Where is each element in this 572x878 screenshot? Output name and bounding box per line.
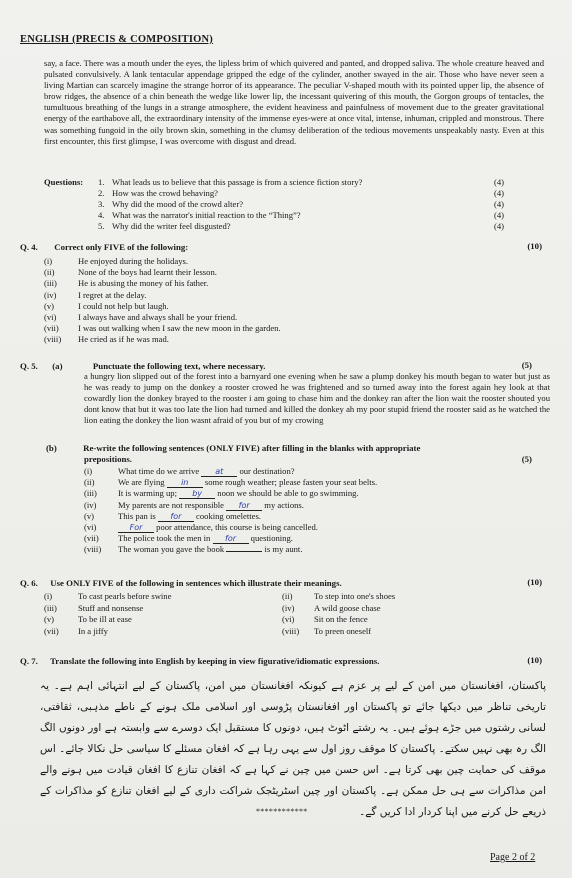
question-row [44,199,544,210]
q5b-item [84,522,377,533]
idiom-cell [44,603,143,613]
item-number: (vi) [44,311,57,322]
q4-item [44,323,281,334]
q5a-label: (a) [52,361,63,371]
q7-instruction: Translate the following into English by keeping in view figurative/idiomatic expressions. [50,656,380,666]
q4-item [44,267,281,278]
q5b-item [84,511,377,522]
idiom-cell [44,614,132,624]
questions-label: Questions: [44,177,84,187]
item-number: (ii) [84,477,95,488]
idiom-number: (ii) [282,591,293,601]
q5b-marks: (5) [521,454,532,464]
end-stars: ************ [256,807,308,816]
q5b-label: (b) [46,443,57,453]
item-number: (vi) [84,521,97,532]
item-text-after: noon we should be able to go swimming. [217,488,359,499]
item-text-before: The police took the men in [118,533,211,544]
q5a-text: a hungry lion slipped out of the forest into a barnyard one evening when he saw a plump donkey his mouth began to water but just as he was ready to jump on the donkey a rooster crowed he was frightened and so turned away into the forest again hey look at that cowardly lion the donkey brayed to the rooster i am going to chase him and the donkey ran after the lion wait the rooster shouted you dont know that but it was too late the lion had turned and killed the donkey ah my poor stupid friend the rooster said as he watched the lion eating the donkey the lion wasnt afraid of you but of my crowing [84,371,550,426]
item-number: (iv) [84,499,97,510]
q4-item [44,278,281,289]
question-row [44,188,544,199]
item-text-before: My parents are not responsible [118,499,224,510]
item-text-before: It is warming up; [118,488,177,499]
question-number: 2. [98,188,105,198]
q5a-marks: (5) [521,360,532,370]
idiom-cell [44,626,108,636]
item-text-after: questioning. [250,533,293,544]
question-marks: (4) [493,221,504,231]
q5b-instruction-2: prepositions. [84,454,132,464]
handwritten-answer: for [158,512,194,522]
item-text: He is abusing the money of his father. [78,278,209,289]
q7-urdu-text: پاکستان، افغانستان میں امن کے لیے پر عزم ہے کیونکہ افغانستان میں امن، پاکستان کے لیے انتہائی اہم ہے۔ یہ تاریخی تناظر میں دیکھا جائے تو پاکستان اور افغانستان پڑوسی اور اسلامی ملک ہونے کے ناطے مذہبی، ثقافتی، لسانی رشتوں میں جڑے ہوئے ہیں۔ یہ رشتے اٹوٹ ہیں، دونوں کا مستقبل ایک دوسرے سے وابستہ ہے اور دونوں الگ الگ رہ بھی نہیں سکتے۔ پاکستان کا موقف روز اول سے یہی رہا ہے کہ افغان مسئلے کا سیاسی حل نکالا جائے۔ اس موقف کی حمایت چین بھی کرتا ہے۔ اس حسن میں چین نے کہا ہے کہ افغان تنازع کا افغان قیادت میں ہونے والے امن مذاکرات سے ہی حل ممکن ہے۔ پاکستان اور چین اسٹریٹجک شراکت داری کے لیے افغان تنازع کو مذاکرات کے ذریعے حل کرنے میں اپنا کردار ادا کریں گے۔ [40,680,546,818]
question-marks: (4) [493,177,504,187]
idiom-cell [282,591,395,603]
idiom-number: (vi) [282,614,295,624]
item-text-before: This pan is [118,510,156,521]
q3-questions [44,177,544,232]
q6-items [44,591,544,637]
handwritten-answer: for [226,501,262,511]
q4-item [44,312,281,323]
idiom-number: (viii) [282,625,300,636]
item-text-before: The woman you gave the book [118,544,225,555]
item-text: None of the boys had learnt their lesson. [78,267,217,278]
handwritten-answer: by [179,489,215,499]
q7-heading [20,656,379,666]
q4-item [44,334,281,345]
question-text: Why did the writer feel disgusted? [112,221,231,231]
q3-passage: say, a face. There was a mouth under the eyes, the lipless brim of which quivered and panted, and dropped saliva. The whole creature heaved and pulsated convulsively. A lank tentacular appendage gripped the edge of the cylinder, another swayed in the air. Those who have never seen a living Martian can scarcely imagine the strange horror of its appearance. The peculiar V-shaped mouth with its pointed upper lip, the absence of brow ridges, the absence of a chin beneath the wedge like lower lip, the incessant quivering of this mouth, the Gorgon groups of tentacles, the tumultuous breathing of the lungs in a strange atmosphere, the evident heaviness and painfulness of movement due to the greater gravitational energy of the earthabove all, the extraordinary intensity of the immense eyes-were at once vital, intense, inhuman, crippled and monstrous. There was something fungoid in the oily brown skin, something in the clumsy deliberation of the tedious movements unspeakably nasty. Even at this first encounter, this first glimpse, I was overcome with disgust and dread. [44,58,544,146]
question-text: What was the narrator's initial reaction to the “Thing”? [112,210,301,220]
item-number: (i) [84,466,93,476]
idiom-text: To step into one's shoes [314,591,396,601]
item-text: I was out walking when I saw the new moon in the garden. [78,323,281,334]
item-number: (vii) [84,533,99,544]
q4-items [44,256,281,346]
q5b-item [84,544,377,555]
idiom-number: (vii) [44,625,59,636]
item-number: (ii) [44,267,55,278]
q4-marks: (10) [527,241,542,251]
question-marks: (4) [493,210,504,220]
question-text: Why did the mood of the crowd alter? [112,199,244,209]
idiom-cell [282,626,371,638]
item-number: (iii) [84,488,97,499]
item-number: (viii) [84,544,102,555]
item-text-before: We are flying [118,477,165,488]
item-number: (i) [44,256,53,266]
question-marks: (4) [493,199,504,209]
q5-heading [20,361,266,371]
item-number: (vii) [44,323,59,334]
q4-instruction: Correct only FIVE of the following: [54,242,189,252]
idiom-text: Sit on the fence [314,614,368,624]
question-number: 1. [98,177,105,187]
q5b-item [84,533,377,544]
question-number: 3. [98,199,105,209]
q4-item [44,256,281,267]
q4-item [44,301,281,312]
q7-marks: (10) [527,655,542,665]
question-number: 4. [98,210,105,220]
page-number: Page 2 of 2 [490,852,536,863]
item-text-after: poor attendance, this course is being cancelled. [156,521,318,532]
item-text: I could not help but laugh. [78,300,169,311]
q6-marks: (10) [527,577,542,587]
item-text-after: some rough weather; please fasten your seat belts. [204,477,378,488]
idiom-text: Stuff and nonsense [78,602,144,613]
q6-instruction: Use ONLY FIVE of the following in sentences which illustrate their meanings. [50,578,342,588]
q5b-items [84,466,377,556]
item-text-after: our destination? [239,466,295,476]
q4-label: Q. 4. [20,242,38,252]
idiom-number: (iii) [44,602,57,613]
item-text: I always have and always shall be your friend. [78,311,238,322]
item-text-after: cooking omelettes. [196,510,261,521]
question-marks: (4) [493,188,504,198]
q4-item [44,290,281,301]
idiom-cell [282,603,381,615]
question-row [44,177,544,188]
item-text-after: is my aunt. [264,544,303,555]
q5b-item [84,500,377,511]
item-number: (iii) [44,278,57,289]
item-number: (v) [44,300,55,311]
q5b-instruction-1: Re-write the following sentences (ONLY FIVE) after filling in the blanks with appropriate [83,443,421,453]
idiom-number: (iv) [282,602,295,613]
idiom-text: A wild goose chase [314,602,381,613]
item-text-before: What time do we arrive [118,466,200,476]
q5b-heading [46,443,420,453]
q5a-instruction: Punctuate the following text, where necessary. [92,361,266,371]
idiom-row [44,603,544,615]
q6-heading [20,578,342,588]
handwritten-answer: in [167,478,203,488]
idiom-cell [44,591,171,601]
question-number: 5. [98,221,105,231]
item-text: He enjoyed during the holidays. [78,256,189,266]
item-text: I regret at the delay. [78,289,147,300]
q6-label: Q. 6. [20,578,38,588]
idiom-text: To cast pearls before swine [78,591,172,601]
idiom-text: To preen oneself [314,625,372,636]
q5b-item [84,466,377,477]
q7-label: Q. 7. [20,656,38,666]
handwritten-answer: at [201,467,237,477]
item-number: (viii) [44,334,62,345]
page-header-title: ENGLISH (PRECIS & COMPOSITION) [20,34,213,45]
q5-label: Q. 5. [20,361,38,371]
handwritten-answer [226,551,262,552]
idiom-row [44,591,544,603]
idiom-number: (v) [44,614,55,624]
idiom-row [44,614,544,626]
idiom-text: To be ill at ease [78,614,132,624]
item-number: (iv) [44,289,57,300]
question-row [44,210,544,221]
idiom-text: In a jiffy [78,625,108,636]
idiom-row [44,626,544,638]
q5b-item [84,488,377,499]
q5b-item [84,477,377,488]
question-text: What leads us to believe that this passage is from a science fiction story? [112,177,363,187]
idiom-number: (i) [44,591,53,601]
handwritten-answer: for [213,534,249,544]
item-number: (v) [84,510,95,521]
handwritten-answer: For [118,523,154,533]
question-text: How was the crowd behaving? [112,188,218,198]
item-text-after: my actions. [264,499,304,510]
q4-heading [20,242,188,252]
idiom-cell [282,614,368,626]
question-row [44,221,544,232]
item-text: He cried as if he was mad. [78,334,169,345]
